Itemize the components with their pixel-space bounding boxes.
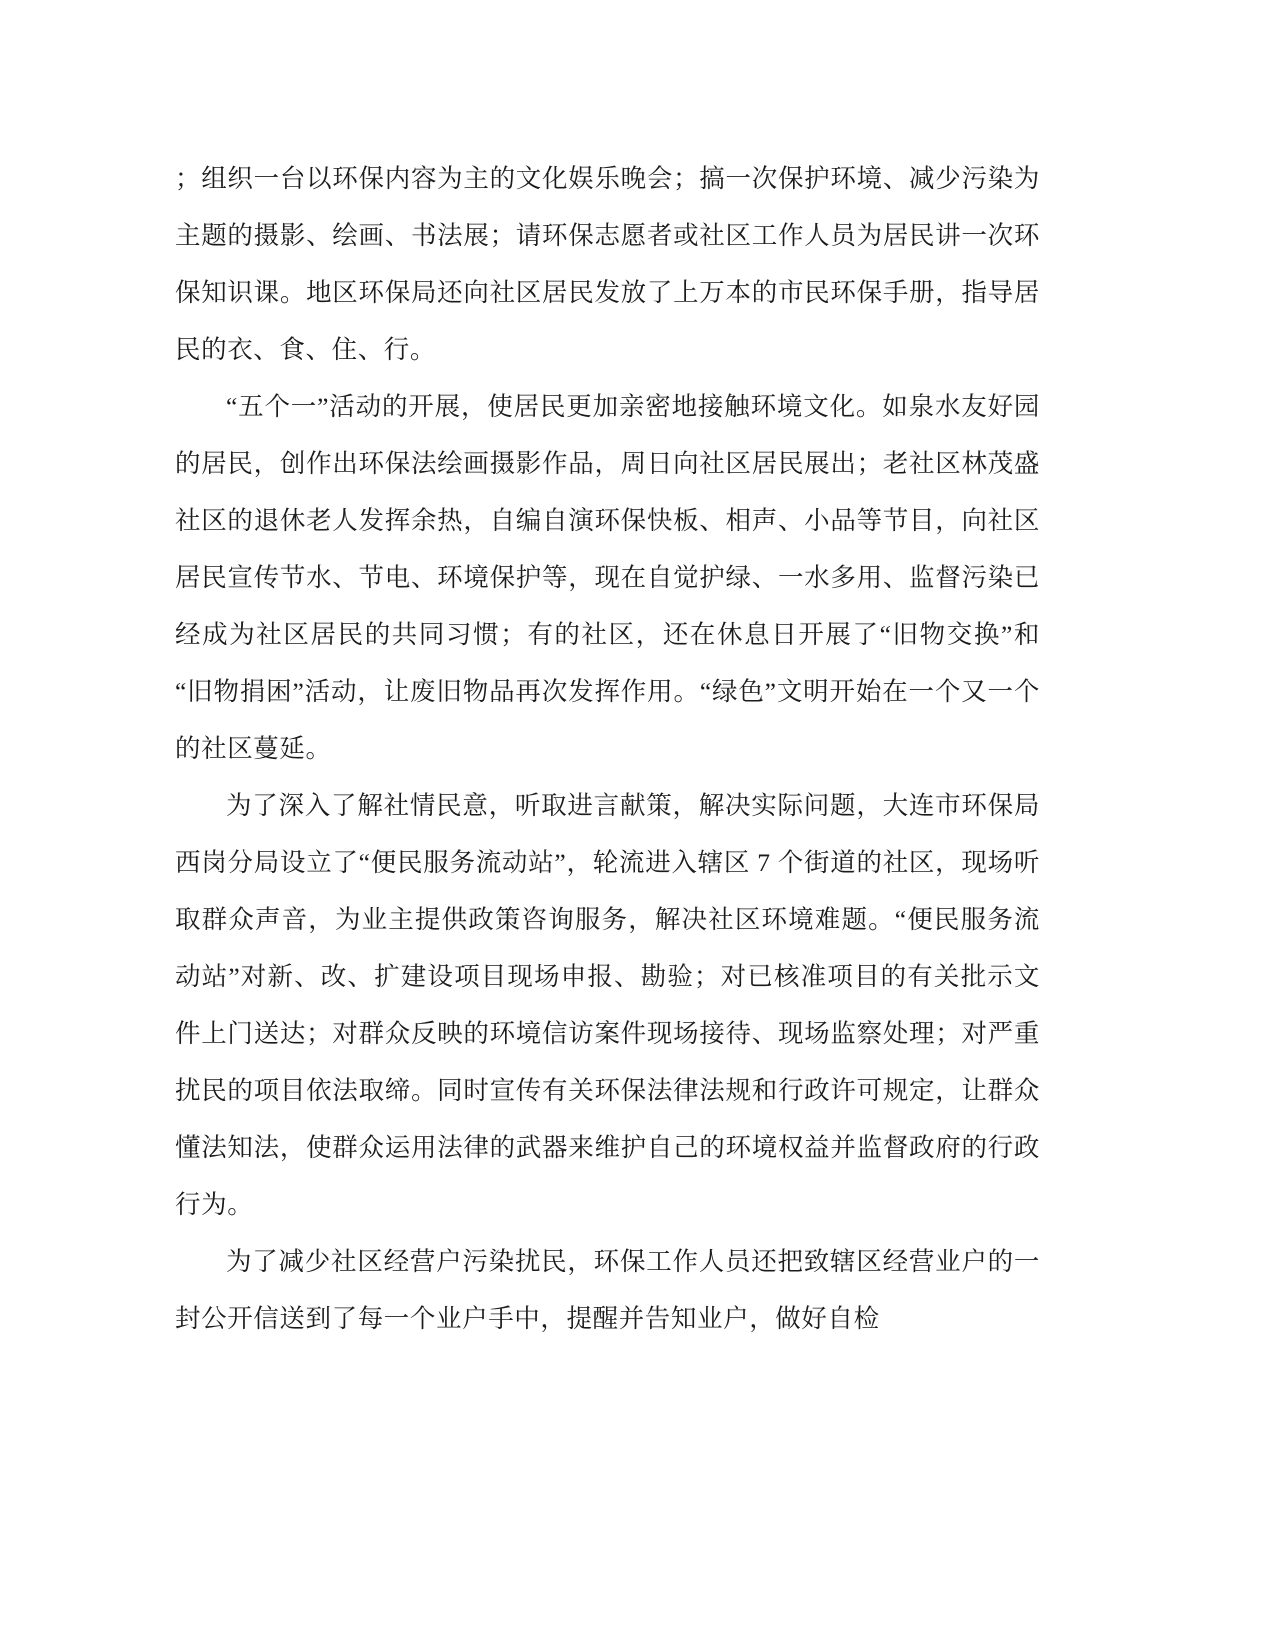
paragraph-3: 为了深入了解社情民意，听取进言献策，解决实际问题，大连市环保局西岗分局设立了“便民服务流动站”，轮流进入辖区 7 个街道的社区，现场听取群众声音，为业主提供政策咨询服务，解决社区环境难题。“便民服务流动站”对新、改、扩建设项目现场申报、勘验；对已核准项目的有关批示文件上门送达；对群众反映的环境信访案件现场接待、现场监察处理；对严重扰民的项目依法取缔。同时宣传有关环保法律法规和行政许可规定，让群众懂法知法，使群众运用法律的武器来维护自己的环境权益并监督政府的行政行为。 <box>175 791 1040 1219</box>
document-body <box>175 150 1040 1347</box>
paragraph-4: 为了减少社区经营户污染扰民，环保工作人员还把致辖区经营业户的一封公开信送到了每一个业户手中，提醒并告知业户，做好自检 <box>175 1247 1040 1333</box>
paragraph-1: ；组织一台以环保内容为主的文化娱乐晚会；搞一次保护环境、减少污染为主题的摄影、绘画、书法展；请环保志愿者或社区工作人员为居民讲一次环保知识课。地区环保局还向社区居民发放了上万本的市民环保手册，指导居民的衣、食、住、行。 <box>175 164 1040 364</box>
paragraph-2: “五个一”活动的开展，使居民更加亲密地接触环境文化。如泉水友好园的居民，创作出环保法绘画摄影作品，周日向社区居民展出；老社区林茂盛社区的退休老人发挥余热，自编自演环保快板、相声、小品等节目，向社区居民宣传节水、节电、环境保护等，现在自觉护绿、一水多用、监督污染已经成为社区居民的共同习惯；有的社区，还在休息日开展了“旧物交换”和“旧物捐困”活动，让废旧物品再次发挥作用。“绿色”文明开始在一个又一个的社区蔓延。 <box>175 392 1040 763</box>
